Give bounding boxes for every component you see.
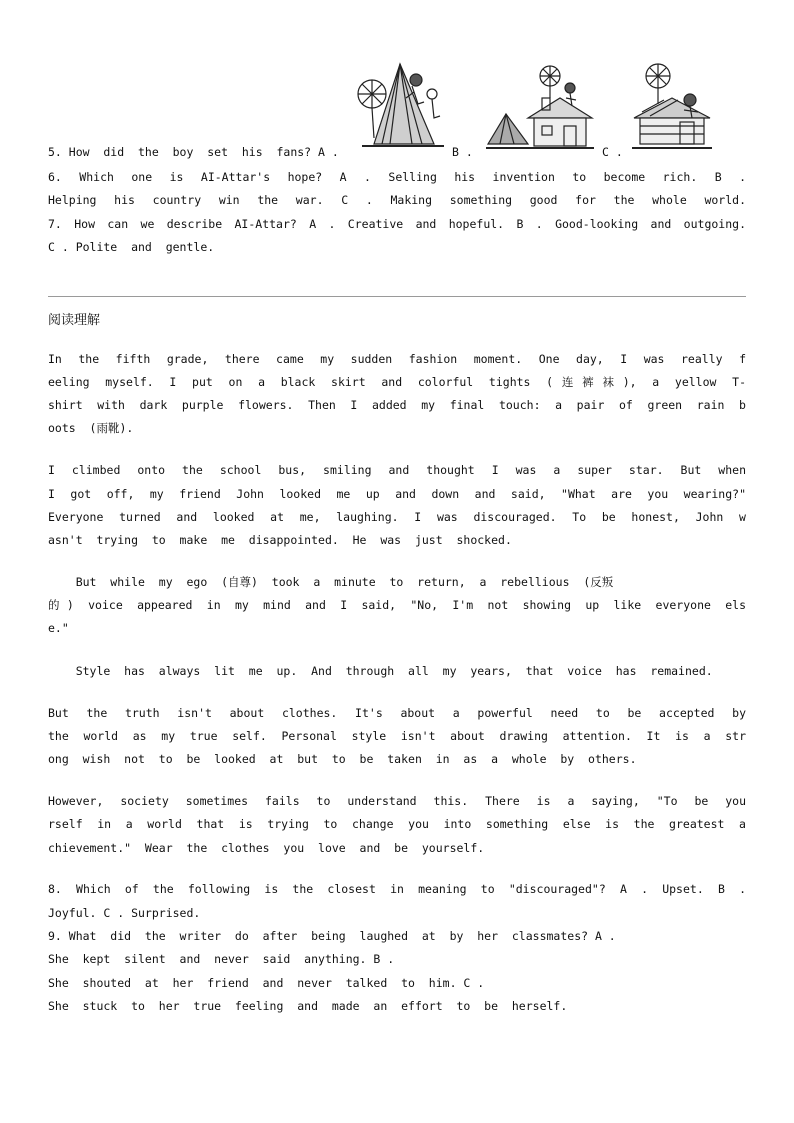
passage-line: chievement." Wear the clothes you love and be yourself. xyxy=(48,841,485,855)
question-9-line: She shouted at her friend and never talked to him. C . xyxy=(48,976,485,990)
passage-line: But the truth isn't about clothes. It's about a powerful need to be accepted by xyxy=(48,706,746,720)
question-5-option-c: C . xyxy=(602,145,623,159)
section-divider xyxy=(48,296,746,297)
question-8-line: 8. Which of the following is the closest in meaning to "discouraged"? A . Upset. B . xyxy=(48,882,746,896)
question-5-stem: 5. How did the boy set his fans? A . xyxy=(48,145,339,159)
passage-line: shirt with dark purple flowers. Then I added my final touch: a pair of green rain b xyxy=(48,398,746,412)
house-with-fan-illustration xyxy=(628,60,714,152)
question-9-line: She kept silent and never said anything. B . xyxy=(48,952,395,966)
tent-and-house-with-fan-illustration xyxy=(484,62,596,152)
passage-line: asn't trying to make me disappointed. He was just shocked. xyxy=(48,533,512,547)
passage-line: e." xyxy=(48,621,69,635)
passage-line: In the fifth grade, there came my sudden fashion moment. One day, I was really f xyxy=(48,352,746,366)
passage-line: rself in a world that is trying to change you into something else is the greatest a xyxy=(48,817,746,831)
passage-line: Everyone turned and looked at me, laughing. I was discouraged. To be honest, John w xyxy=(48,510,746,524)
passage-line: oots (雨靴). xyxy=(48,421,134,435)
question-6-line: Helping his country win the war. C . Making something good for the whole world. xyxy=(48,193,746,207)
passage-line: I climbed onto the school bus, smiling and thought I was a super star. But when xyxy=(48,463,746,477)
passage-line: the world as my true self. Personal style isn't about drawing attention. It is a str xyxy=(48,729,746,743)
passage-line: Style has always lit me up. And through all my years, that voice has remained. xyxy=(48,664,713,678)
question-7-line: C . Polite and gentle. xyxy=(48,240,215,254)
passage-line: But while my ego (自尊) took a minute to return, a rebellious (反叛 xyxy=(48,575,614,589)
question-7-line: 7. How can we describe AI-Attar? A . Creative and hopeful. B . Good-looking and outgoing. xyxy=(48,217,746,231)
passage-line: ong wish not to be looked at but to be taken in as a whole by others. xyxy=(48,752,637,766)
question-6-line: 6. Which one is AI-Attar's hope? A . Selling his invention to become rich. B . xyxy=(48,170,746,184)
passage-line: 的) voice appeared in my mind and I said, "No, I'm not showing up like everyone els xyxy=(48,598,746,612)
tent-with-fan-illustration xyxy=(352,58,452,150)
passage-line: I got off, my friend John looked me up and down and said, "What are you wearing?" xyxy=(48,487,746,501)
question-9-line: 9. What did the writer do after being laughed at by her classmates? A . xyxy=(48,929,616,943)
question-9-line: She stuck to her true feeling and made an effort to be herself. xyxy=(48,999,568,1013)
passage-line: eeling myself. I put on a black skirt and colorful tights (连裤袜), a yellow T- xyxy=(48,375,746,389)
question-8-line: Joyful. C . Surprised. xyxy=(48,906,201,920)
passage-line: However, society sometimes fails to understand this. There is a saying, "To be you xyxy=(48,794,746,808)
section-title: 阅读理解 xyxy=(48,313,101,328)
question-5-option-b: B . xyxy=(452,145,473,159)
